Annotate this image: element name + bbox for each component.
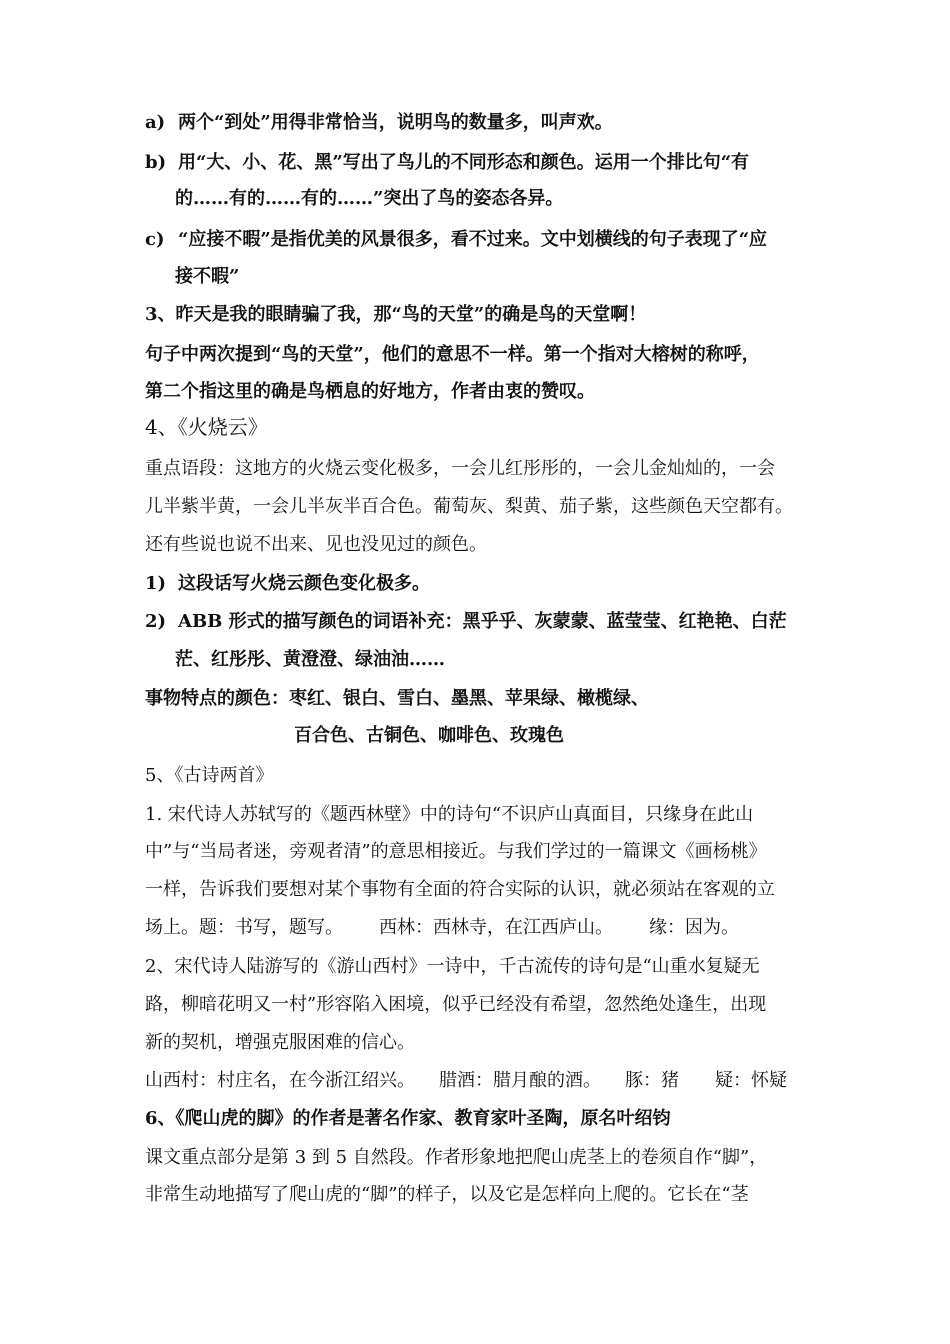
list-marker: 1) — [145, 573, 167, 594]
glossary-term: 山西村：村庄名，在今浙江绍兴。 — [145, 1070, 415, 1091]
list-item-b — [145, 151, 749, 175]
list-item-c — [145, 228, 767, 252]
section-4-paragraph-line: 儿半紫半黄，一会儿半灰半百合色。葡萄灰、梨黄、茄子紫，这些颜色天空都有。 — [145, 496, 793, 517]
glossary-term: 豚：猪 — [625, 1070, 679, 1091]
section-5-paragraph-line: 路，柳暗花明又一村”形容陷入困境，似乎已经没有希望，忽然绝处逢生，出现 — [145, 994, 767, 1015]
section-6-title: 6、《爬山虎的脚》的作者是著名作家、教育家叶圣陶，原名叶绍钧 — [145, 1108, 671, 1129]
list-item-text: “应接不暇”是指优美的风景很多，看不过来。文中划横线的句子表现了“应 — [178, 229, 768, 250]
list-item-text: 用“大、小、花、黑”写出了鸟儿的不同形态和颜色。运用一个排比句“有 — [178, 152, 750, 173]
list-item-c-continued: 接不暇” — [175, 266, 240, 287]
section-4-title: 4、《火烧云》 — [145, 415, 268, 439]
section-4-colors-line: 事物特点的颜色：枣红、银白、雪白、墨黑、苹果绿、橄榄绿、 — [145, 688, 649, 709]
glossary-term: 西林：西林寺，在江西庐山。 — [379, 917, 613, 938]
list-marker: b) — [145, 152, 167, 173]
section-3-title: 3、昨天是我的眼睛骗了我，那“鸟的天堂”的确是鸟的天堂啊！ — [145, 304, 647, 325]
section-4-paragraph-line: 重点语段：这地方的火烧云变化极多，一会儿红彤彤的，一会儿金灿灿的，一会 — [145, 458, 775, 479]
list-marker: a) — [145, 112, 166, 133]
section-4-colors-line: 百合色、古铜色、咖啡色、玫瑰色 — [294, 725, 564, 746]
section-4-item-1 — [145, 572, 430, 596]
section-3-paragraph-line: 第二个指这里的确是鸟栖息的好地方，作者由衷的赞叹。 — [145, 381, 595, 402]
list-item-b-continued: 的……有的……有的……”突出了鸟的姿态各异。 — [175, 188, 564, 209]
list-item-a — [145, 111, 613, 135]
list-marker: 2) — [145, 611, 167, 632]
section-4-item-2-continued: 茫、红彤彤、黄澄澄、绿油油…… — [175, 649, 445, 670]
section-4-item-2 — [145, 610, 787, 634]
section-6-paragraph-line: 非常生动地描写了爬山虎的“脚”的样子，以及它是怎样向上爬的。它长在“茎 — [145, 1184, 749, 1205]
list-item-text: ABB 形式的描写颜色的词语补充：黑乎乎、灰蒙蒙、蓝莹莹、红艳艳、白茫 — [178, 611, 787, 632]
list-item-text: 两个“到处”用得非常恰当，说明鸟的数量多，叫声欢。 — [178, 112, 613, 133]
list-item-text: 这段话写火烧云颜色变化极多。 — [178, 573, 430, 594]
section-6-paragraph-line: 课文重点部分是第 3 到 5 自然段。作者形象地把爬山虎茎上的卷须自作“脚”， — [145, 1147, 768, 1168]
section-4-paragraph-line: 还有些说也说不出来、见也没见过的颜色。 — [145, 534, 487, 555]
section-5-paragraph-line: 中”与“当局者迷，旁观者清”的意思相接近。与我们学过的一篇课文《画杨桃》 — [145, 841, 767, 862]
section-5-paragraph-line: 新的契机，增强克服困难的信心。 — [145, 1032, 415, 1053]
glossary-term: 疑：怀疑 — [715, 1070, 787, 1091]
section-5-glossary-line — [145, 1069, 787, 1093]
section-5-paragraph-line: 一样，告诉我们要想对某个事物有全面的符合实际的认识，就必须站在客观的立 — [145, 879, 775, 900]
section-5-paragraph-line: 2、宋代诗人陆游写的《游山西村》一诗中，千古流传的诗句是“山重水复疑无 — [145, 956, 760, 977]
glossary-term: 腊酒：腊月酿的酒。 — [439, 1070, 601, 1091]
list-marker: c) — [145, 229, 165, 250]
section-5-glossary-line — [145, 916, 739, 940]
section-5-title: 5、《古诗两首》 — [145, 765, 274, 786]
glossary-term: 场上。题：书写，题写。 — [145, 917, 343, 938]
section-3-paragraph-line: 句子中两次提到“鸟的天堂”，他们的意思不一样。第一个指对大榕树的称呼， — [145, 344, 760, 365]
section-5-paragraph-line: 1. 宋代诗人苏轼写的《题西林壁》中的诗句“不识庐山真面目，只缘身在此山 — [145, 804, 754, 825]
glossary-term: 缘：因为。 — [649, 917, 739, 938]
